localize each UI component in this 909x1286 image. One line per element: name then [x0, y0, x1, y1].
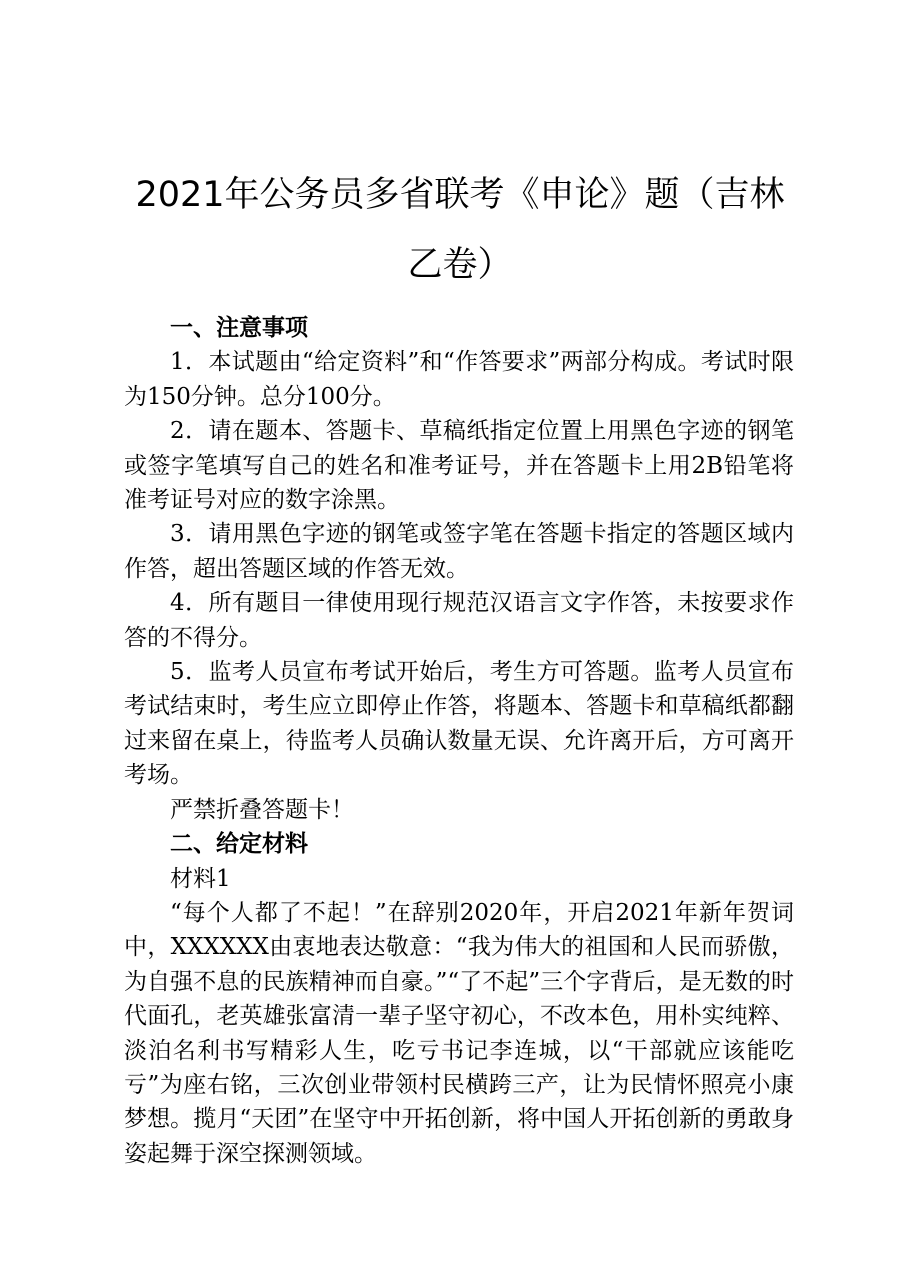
- section-heading-materials: 二、给定材料: [170, 831, 308, 858]
- note-item-4: 4．所有题目一律使用现行规范汉语言文字作答，未按要求作答的不得分。: [124, 590, 794, 651]
- material-label: 材料1: [170, 865, 231, 892]
- material-paragraph: “每个人都了不起！”在辞别2020年，开启2021年新年贺词中，XXXXXX由衷地表达敬意：“我为伟大的祖国和人民而骄傲，为自强不息的民族精神而自豪。”“了不起”三个字背后，是无数的时代面孔，老英雄张富清一辈子坚守初心，不改本色，用朴实纯粹、淡泊名利书写精彩人生，吃亏书记李连城，以“干部就应该能吃亏”为座右铭，三次创业带领村民横跨三产，让为民情怀照亮小康梦想。揽月“天团”在坚守中开拓创新，将中国人开拓创新的勇敢身姿起舞于深空探测领域。: [124, 899, 794, 1167]
- note-item-3: 3．请用黑色字迹的钢笔或签字笔在答题卡指定的答题区域内作答，超出答题区域的作答无效。: [124, 521, 794, 582]
- section-heading-notes: 一、注意事项: [170, 315, 308, 341]
- document-body: [124, 311, 794, 1171]
- note-item-5: 5．监考人员宣布考试开始后，考生方可答题。监考人员宣布考试结束时，考生应立即停止作答，将题本、答题卡和草稿纸都翻过来留在桌上，待监考人员确认数量无误、允许离开后，方可离开考场。: [124, 659, 794, 789]
- note-item-2: 2．请在题本、答题卡、草稿纸指定位置上用黑色字迹的钢笔或签字笔填写自己的姓名和准考证号，并在答题卡上用2B铅笔将准考证号对应的数字涂黑。: [124, 418, 794, 514]
- document-title: 2021年公务员多省联考《申论》题（吉林乙卷）: [135, 175, 785, 285]
- warning-text: 严禁折叠答题卡！: [170, 796, 354, 823]
- note-item-1: 1．本试题由“给定资料”和“作答要求”两部分构成。考试时限为150分钟。总分100分。: [124, 349, 794, 410]
